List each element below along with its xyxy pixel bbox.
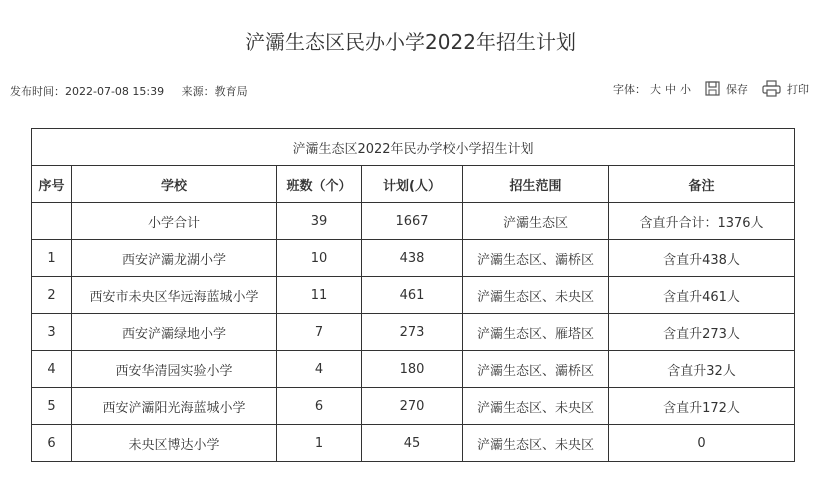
cell-index: 6 [32, 425, 72, 462]
save-label: 保存 [726, 82, 748, 96]
publish-label: 发布时间： [10, 85, 65, 98]
font-size-small[interactable]: 小 [680, 82, 691, 96]
print-button[interactable] [762, 80, 809, 97]
cell-scope: 浐灞生态区、未央区 [463, 277, 609, 314]
print-label: 打印 [787, 82, 809, 96]
source-value: 教育局 [214, 85, 248, 98]
cell-classes: 39 [277, 203, 362, 240]
cell-remark: 含直升461人 [609, 277, 795, 314]
print-icon [762, 80, 781, 97]
table-row [32, 314, 795, 351]
cell-classes: 6 [277, 388, 362, 425]
cell-remark: 含直升合计：1376人 [609, 203, 795, 240]
table-row [32, 277, 795, 314]
table-header-row [32, 166, 795, 203]
table-row-total [32, 203, 795, 240]
enrollment-table [31, 128, 795, 462]
cell-remark: 含直升172人 [609, 388, 795, 425]
cell-classes: 11 [277, 277, 362, 314]
cell-index: 4 [32, 351, 72, 388]
cell-school: 西安市未央区华远海蓝城小学 [72, 277, 277, 314]
cell-index [32, 203, 72, 240]
save-icon [705, 81, 720, 96]
cell-index: 3 [32, 314, 72, 351]
article-toolbar [613, 80, 809, 97]
cell-plan: 461 [362, 277, 463, 314]
cell-scope: 浐灞生态区、灞桥区 [463, 240, 609, 277]
save-button[interactable] [705, 81, 748, 97]
cell-classes: 10 [277, 240, 362, 277]
cell-classes: 4 [277, 351, 362, 388]
cell-school: 西安浐灞绿地小学 [72, 314, 277, 351]
cell-school: 西安华清园实验小学 [72, 351, 277, 388]
cell-scope: 浐灞生态区 [463, 203, 609, 240]
table-row [32, 351, 795, 388]
cell-index: 1 [32, 240, 72, 277]
font-size-label: 字体： [613, 82, 646, 96]
cell-remark: 含直升273人 [609, 314, 795, 351]
article-meta [10, 83, 248, 99]
cell-school: 西安浐灞龙湖小学 [72, 240, 277, 277]
header-plan: 计划(人） [362, 166, 463, 203]
cell-index: 5 [32, 388, 72, 425]
header-remark: 备注 [609, 166, 795, 203]
publish-time-value: 2022-07-08 15:39 [65, 85, 165, 98]
cell-index: 2 [32, 277, 72, 314]
cell-school: 小学合计 [72, 203, 277, 240]
header-index: 序号 [32, 166, 72, 203]
table-row [32, 240, 795, 277]
header-classes: 班数（个） [277, 166, 362, 203]
cell-remark: 含直升32人 [609, 351, 795, 388]
cell-remark: 0 [609, 425, 795, 462]
header-school: 学校 [72, 166, 277, 203]
cell-classes: 1 [277, 425, 362, 462]
publish-time [10, 85, 164, 98]
cell-plan: 1667 [362, 203, 463, 240]
cell-scope: 浐灞生态区、未央区 [463, 388, 609, 425]
source [182, 85, 248, 98]
cell-plan: 438 [362, 240, 463, 277]
cell-plan: 45 [362, 425, 463, 462]
cell-plan: 180 [362, 351, 463, 388]
table-row [32, 388, 795, 425]
font-size-medium[interactable]: 中 [665, 82, 676, 96]
cell-plan: 273 [362, 314, 463, 351]
table-caption-row [32, 129, 795, 166]
cell-classes: 7 [277, 314, 362, 351]
cell-school: 西安浐灞阳光海蓝城小学 [72, 388, 277, 425]
cell-scope: 浐灞生态区、灞桥区 [463, 351, 609, 388]
cell-school: 未央区博达小学 [72, 425, 277, 462]
table-caption: 浐灞生态区2022年民办学校小学招生计划 [32, 129, 795, 166]
page-title: 浐灞生态区民办小学2022年招生计划 [245, 30, 576, 54]
header-scope: 招生范围 [463, 166, 609, 203]
cell-scope: 浐灞生态区、雁塔区 [463, 314, 609, 351]
cell-remark: 含直升438人 [609, 240, 795, 277]
cell-scope: 浐灞生态区、未央区 [463, 425, 609, 462]
cell-plan: 270 [362, 388, 463, 425]
font-size-large[interactable]: 大 [650, 82, 661, 96]
table-row [32, 425, 795, 462]
source-label: 来源： [181, 85, 215, 98]
